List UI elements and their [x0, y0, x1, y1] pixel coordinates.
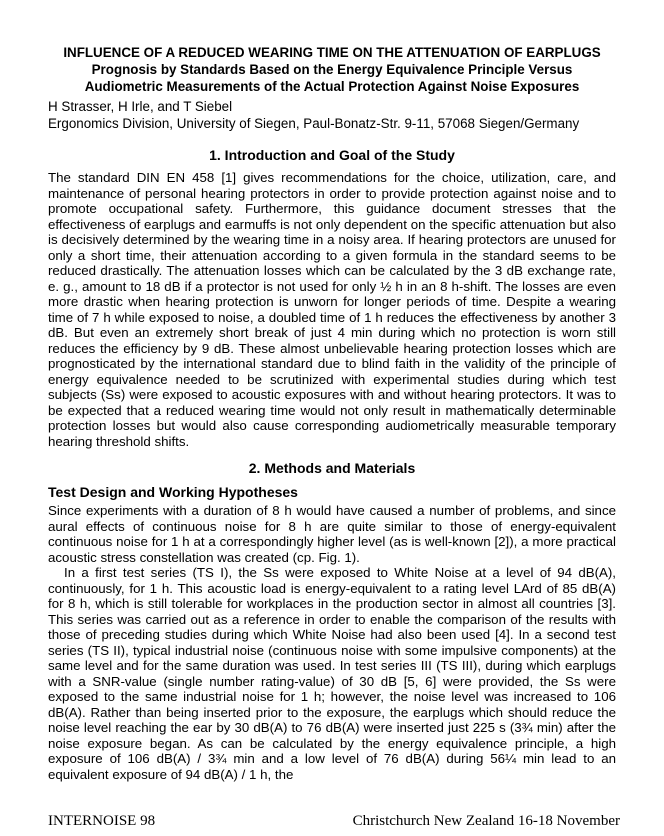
methods-paragraph-2: In a first test series (TS I), the Ss were exposed to White Noise at a level of 94 dB(A), continuously, for 1 h. This acoustic load is energy-equivalent to a rating level LArd of 85 dB(A) for 8 h, which is still tolerable for workplaces in the production sector in almost all countries [3]. This series was carried out as a reference in order to enable the comparison of the results with those of preceding studies during which White Noise had also been used [4]. In a second test series (TS II), typical industrial noise (continuous noise with some impulsive components) at the same level and for the same duration was used. In test series III (TS III), during which earplugs with a SNR-value (single number rating-value) of 30 dB [5, 6] were provided, the Ss were exposed to the same industrial noise for 1 h; however, the noise level was increased to 106 dB(A). Rather than being inserted prior to the exposure, the earplugs which should reduce the noise level reaching the ear by 30 dB(A) to 76 dB(A) were inserted just 225 s (3¾ min) after the noise exposure began. As can be calculated by the energy equivalence principle, a high exposure of 106 dB(A) / 3¾ min and a low level of 76 dB(A) during 56¼ min lead to an equivalent exposure of 94 dB(A) / 1 h, the [48, 565, 616, 782]
paper-page [48, 44, 616, 782]
authors: H Strasser, H Irle, and T Siebel [48, 99, 233, 114]
footer-location: Christchurch New Zealand 16-18 November [352, 813, 620, 829]
paper-title-line-3: Audiometric Measurements of the Actual Protection Against Noise Exposures [84, 79, 580, 94]
methods-paragraph-1: Since experiments with a duration of 8 h would have caused a number of problems, and since aural effects of continuous noise for 8 h are quite similar to those of energy-equivalent continuous noise for 1 h at a correspondingly higher level (as is well-known [2]), a more practical acoustic stress constellation was created (cp. Fig. 1). [48, 503, 616, 565]
footer-conference: INTERNOISE 98 [48, 813, 156, 829]
section-heading-methods: 2. Methods and Materials [248, 460, 416, 476]
subsection-heading-test-design: Test Design and Working Hypotheses [48, 484, 298, 500]
paper-title-line-1: INFLUENCE OF A REDUCED WEARING TIME ON THE ATTENUATION OF EARPLUGS [63, 45, 601, 60]
introduction-paragraph: The standard DIN EN 458 [1] gives recommendations for the choice, utilization, care, and maintenance of personal hearing protectors in order to provide protection against noise and to promote occupational safety. Furthermore, this guidance document stresses that the effectiveness of earplugs and earmuffs is not only dependent on the specific attenuation but also is decisively determined by the wearing time in a noisy area. If hearing protectors are unused for only a short time, their attenuation according to a given formula in the standard seems to be reduced drastically. The attenuation losses which can be calculated by the 3 dB exchange rate, e. g., amount to 18 dB if a protector is not used for only ½ h in an 8 h-shift. The losses are even more drastic when hearing protection is unworn for longer periods of time. Despite a wearing time of 7 h while exposed to noise, a doubled time of 1 h reduces the effectiveness by another 3 dB. But even an extremely short break of just 4 min during which no protection is worn still reduces the efficiency by 9 dB. These almost unbelievable hearing protection losses which are prognosticated by the international standard due to blind faith in the validity of the principle of energy equivalence needed to be scrutinized with experimental studies during which test subjects (Ss) were exposed to acoustic exposures with and without hearing protectors. It was to be expected that a reduced wearing time would not only result in mathematically determinable protection losses but would also cause corresponding audiometrically measurable temporary hearing threshold shifts. [48, 170, 616, 449]
affiliation: Ergonomics Division, University of Siegen, Paul-Bonatz-Str. 9-11, 57068 Siegen/Germany [48, 116, 580, 131]
paper-title-line-2: Prognosis by Standards Based on the Energy Equivalence Principle Versus [91, 62, 573, 77]
section-heading-introduction: 1. Introduction and Goal of the Study [209, 147, 455, 163]
